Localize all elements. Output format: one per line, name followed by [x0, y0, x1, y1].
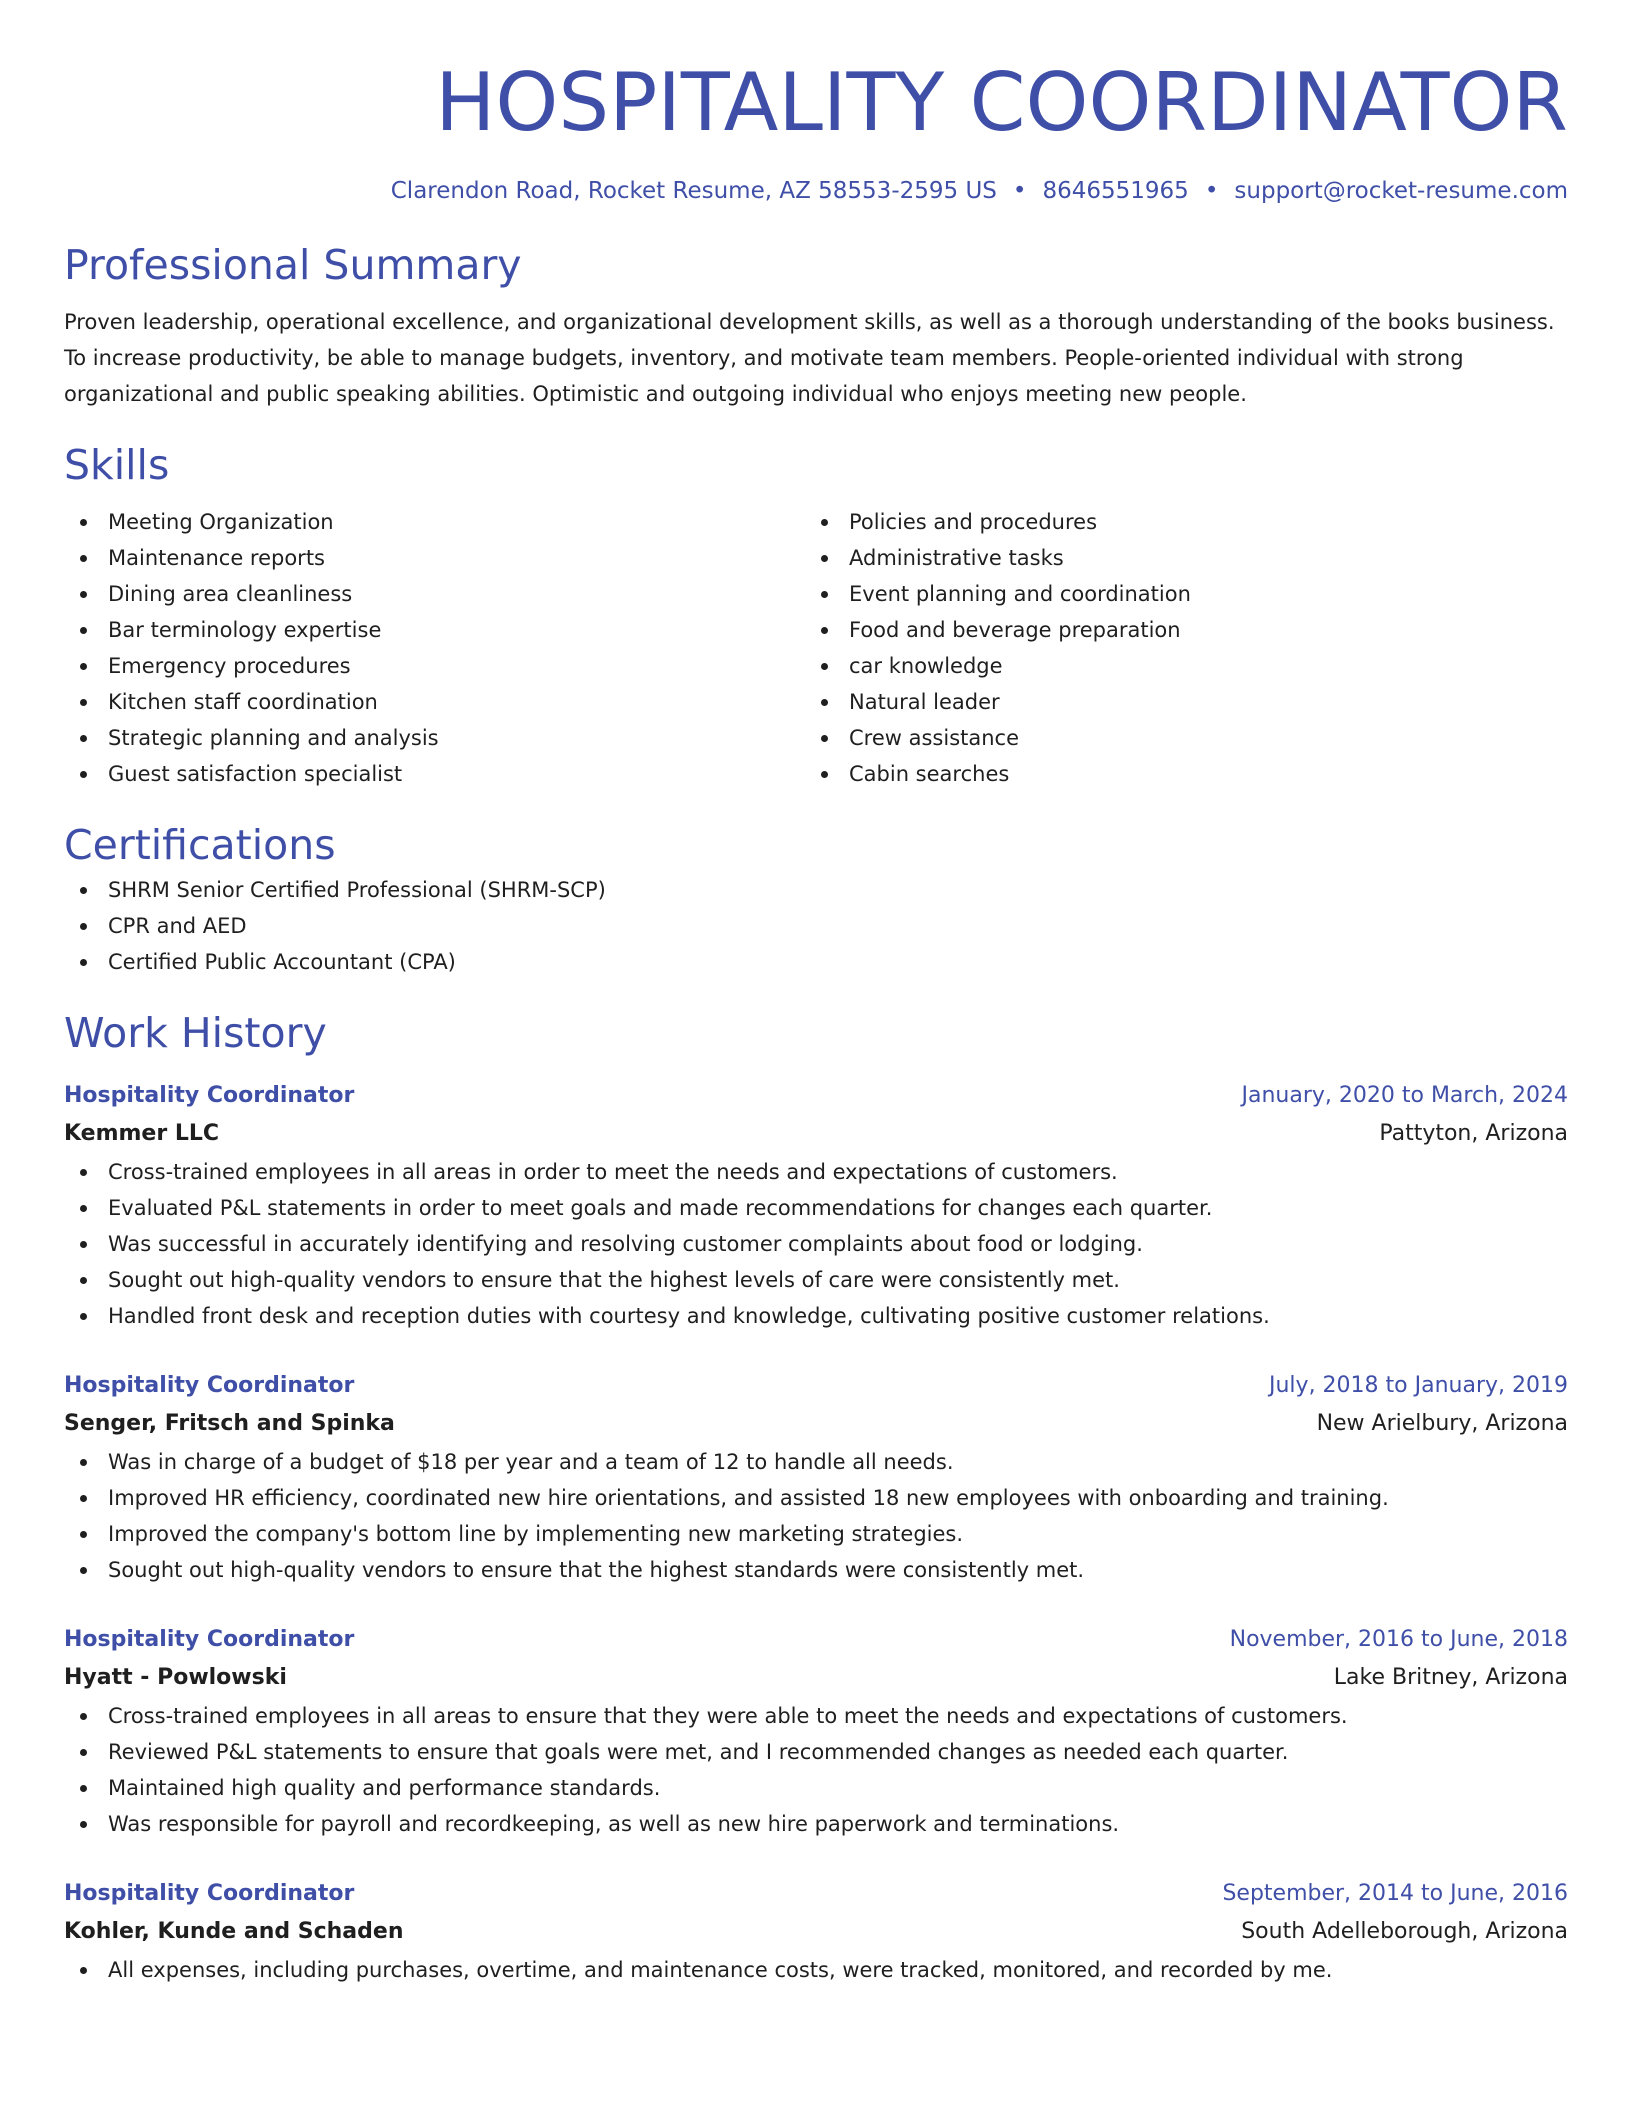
- job-duty-item-text: Improved HR efficiency, coordinated new hire orientations, and assisted 18 new employees with onboarding and training.: [108, 1486, 1389, 1510]
- job-duty-item: [64, 1698, 1568, 1734]
- job-duty-item: [64, 1190, 1568, 1226]
- certification-item: [64, 944, 1568, 980]
- bullet-dot-icon: [80, 771, 87, 778]
- skill-item-text: Administrative tasks: [849, 546, 1064, 570]
- job-dates: November, 2016 to June, 2018: [1229, 1627, 1568, 1652]
- job-duty-item-text: Cross-trained employees in all areas to ensure that they were able to meet the needs and expectations of customers.: [108, 1704, 1348, 1728]
- certification-item: [64, 908, 1568, 944]
- bullet-dot-icon: [821, 663, 828, 670]
- contact-separator: •: [1204, 178, 1219, 204]
- skill-item-text: Kitchen staff coordination: [108, 690, 378, 714]
- job-title: Hospitality Coordinator: [64, 1627, 355, 1652]
- job-entry: [64, 1078, 1568, 1334]
- bullet-dot-icon: [821, 771, 828, 778]
- job-dates: January, 2020 to March, 2024: [1241, 1083, 1568, 1108]
- skill-item-text: car knowledge: [849, 654, 1003, 678]
- bullet-dot-icon: [80, 591, 87, 598]
- job-duties-list: [64, 1952, 1568, 1988]
- skill-item: [64, 612, 805, 648]
- job-duty-item: [64, 1226, 1568, 1262]
- job-company: Kohler, Kunde and Schaden: [64, 1919, 404, 1944]
- job-location: Pattyton, Arizona: [1379, 1121, 1568, 1146]
- work-history-heading: Work History: [64, 1009, 327, 1057]
- bullet-dot-icon: [821, 627, 828, 634]
- summary-heading: Professional Summary: [64, 241, 522, 289]
- skill-item: [64, 756, 805, 792]
- bullet-dot-icon: [80, 1967, 87, 1974]
- job-company-row: [64, 1114, 1568, 1154]
- job-duty-item: [64, 1770, 1568, 1806]
- job-location: New Arielbury, Arizona: [1316, 1411, 1568, 1436]
- job-duty-item: [64, 1806, 1568, 1842]
- job-duty-item-text: Improved the company's bottom line by implementing new marketing strategies.: [108, 1522, 964, 1546]
- skill-item: [64, 648, 805, 684]
- contact-phone: 8646551965: [1042, 178, 1189, 204]
- job-duty-item: [64, 1154, 1568, 1190]
- job-duty-item: [64, 1952, 1568, 1988]
- bullet-dot-icon: [80, 1785, 87, 1792]
- job-duty-item: [64, 1480, 1568, 1516]
- skill-item-text: Food and beverage preparation: [849, 618, 1181, 642]
- job-duty-item-text: Reviewed P&L statements to ensure that goals were met, and I recommended changes as needed each quarter.: [108, 1740, 1289, 1764]
- certification-item: [64, 872, 1568, 908]
- bullet-dot-icon: [80, 735, 87, 742]
- bullet-dot-icon: [80, 1313, 87, 1320]
- skill-item-text: Maintenance reports: [108, 546, 325, 570]
- skill-item: [64, 540, 805, 576]
- job-duty-item: [64, 1734, 1568, 1770]
- skill-item: [64, 720, 805, 756]
- skill-item: [805, 684, 1546, 720]
- certifications-list: [64, 872, 1568, 980]
- skills-list-right: [805, 504, 1546, 792]
- skill-item: [64, 684, 805, 720]
- job-duty-item-text: Sought out high-quality vendors to ensure that the highest levels of care were consistently met.: [108, 1268, 1120, 1292]
- bullet-dot-icon: [821, 591, 828, 598]
- bullet-dot-icon: [80, 663, 87, 670]
- bullet-dot-icon: [80, 1205, 87, 1212]
- job-duty-item-text: Cross-trained employees in all areas in order to meet the needs and expectations of customers.: [108, 1160, 1118, 1184]
- skill-item-text: Strategic planning and analysis: [108, 726, 439, 750]
- bullet-dot-icon: [80, 1495, 87, 1502]
- bullet-dot-icon: [80, 1713, 87, 1720]
- job-duties-list: [64, 1444, 1568, 1588]
- contact-email[interactable]: support@rocket-resume.com: [1234, 178, 1568, 204]
- skill-item-text: Crew assistance: [849, 726, 1020, 750]
- skill-item-text: Guest satisfaction specialist: [108, 762, 403, 786]
- contact-line: [64, 174, 1568, 208]
- skill-item-text: Emergency procedures: [108, 654, 351, 678]
- bullet-dot-icon: [821, 699, 828, 706]
- job-title-row: [64, 1078, 1568, 1114]
- bullet-dot-icon: [80, 519, 87, 526]
- work-history-list: [64, 1078, 1568, 1988]
- bullet-dot-icon: [821, 519, 828, 526]
- resume-header: [64, 52, 1568, 208]
- certification-item-text: SHRM Senior Certified Professional (SHRM-SCP): [108, 878, 606, 902]
- skill-item-text: Dining area cleanliness: [108, 582, 353, 606]
- resume-name: HOSPITALITY COORDINATOR: [435, 56, 1568, 149]
- skill-item: [805, 504, 1546, 540]
- certification-item-text: CPR and AED: [108, 914, 247, 938]
- job-company-row: [64, 1404, 1568, 1444]
- bullet-dot-icon: [80, 959, 87, 966]
- job-duty-item: [64, 1298, 1568, 1334]
- job-dates: July, 2018 to January, 2019: [1269, 1373, 1568, 1398]
- job-title: Hospitality Coordinator: [64, 1083, 355, 1108]
- skill-item: [805, 720, 1546, 756]
- skill-item: [805, 612, 1546, 648]
- bullet-dot-icon: [80, 1169, 87, 1176]
- skill-item-text: Policies and procedures: [849, 510, 1098, 534]
- job-duty-item: [64, 1516, 1568, 1552]
- certifications-heading: Certifications: [64, 821, 336, 869]
- bullet-dot-icon: [80, 887, 87, 894]
- bullet-dot-icon: [821, 555, 828, 562]
- job-entry: [64, 1368, 1568, 1588]
- job-duties-list: [64, 1154, 1568, 1334]
- job-title-row: [64, 1622, 1568, 1658]
- bullet-dot-icon: [80, 1749, 87, 1756]
- skill-item: [805, 576, 1546, 612]
- job-entry: [64, 1622, 1568, 1842]
- job-location: South Adelleborough, Arizona: [1241, 1919, 1568, 1944]
- skill-item-text: Event planning and coordination: [849, 582, 1191, 606]
- bullet-dot-icon: [80, 1277, 87, 1284]
- job-title: Hospitality Coordinator: [64, 1373, 355, 1398]
- job-duties-list: [64, 1698, 1568, 1842]
- job-company: Kemmer LLC: [64, 1121, 220, 1146]
- job-duty-item: [64, 1262, 1568, 1298]
- bullet-dot-icon: [821, 735, 828, 742]
- job-title-row: [64, 1876, 1568, 1912]
- bullet-dot-icon: [80, 1821, 87, 1828]
- job-title-row: [64, 1368, 1568, 1404]
- skill-item: [64, 504, 805, 540]
- job-duty-item-text: All expenses, including purchases, overtime, and maintenance costs, were tracked, monitored, and recorded by me.: [108, 1958, 1333, 1982]
- skill-item-text: Meeting Organization: [108, 510, 334, 534]
- job-duty-item-text: Sought out high-quality vendors to ensure that the highest standards were consistently met.: [108, 1558, 1085, 1582]
- job-duty-item-text: Was successful in accurately identifying and resolving customer complaints about food or lodging.: [108, 1232, 1143, 1256]
- job-location: Lake Britney, Arizona: [1333, 1665, 1568, 1690]
- skill-item: [805, 540, 1546, 576]
- skill-item-text: Cabin searches: [849, 762, 1010, 786]
- job-title: Hospitality Coordinator: [64, 1881, 355, 1906]
- job-duty-item-text: Handled front desk and reception duties with courtesy and knowledge, cultivating positive customer relations.: [108, 1304, 1270, 1328]
- skill-item-text: Bar terminology expertise: [108, 618, 382, 642]
- job-company-row: [64, 1912, 1568, 1952]
- contact-separator: •: [1012, 178, 1027, 204]
- skill-item: [805, 756, 1546, 792]
- job-duty-item-text: Was in charge of a budget of $18 per year and a team of 12 to handle all needs.: [108, 1450, 954, 1474]
- job-duty-item-text: Maintained high quality and performance standards.: [108, 1776, 661, 1800]
- skills-grid: [64, 504, 1568, 792]
- bullet-dot-icon: [80, 1567, 87, 1574]
- job-duty-item-text: Was responsible for payroll and recordkeeping, as well as new hire paperwork and terminations.: [108, 1812, 1120, 1836]
- certification-item-text: Certified Public Accountant (CPA): [108, 950, 456, 974]
- skills-heading: Skills: [64, 441, 170, 489]
- job-company: Hyatt - Powlowski: [64, 1665, 287, 1690]
- contact-address: Clarendon Road, Rocket Resume, AZ 58553-2595 US: [390, 178, 997, 204]
- skills-list-left: [64, 504, 805, 792]
- job-duty-item: [64, 1444, 1568, 1480]
- bullet-dot-icon: [80, 923, 87, 930]
- job-duty-item: [64, 1552, 1568, 1588]
- summary-text: Proven leadership, operational excellence, and organizational development skills, as well as a thorough understanding of the books business. To increase productivity, be able to manage budgets, inventory, and motivate team members. People-oriented individual with strong organizational and public speaking abilities. Optimistic and outgoing individual who enjoys meeting new people.: [64, 310, 1555, 406]
- job-company: Senger, Fritsch and Spinka: [64, 1411, 395, 1436]
- bullet-dot-icon: [80, 1241, 87, 1248]
- skills-column-left: [64, 504, 805, 792]
- skill-item-text: Natural leader: [849, 690, 1000, 714]
- bullet-dot-icon: [80, 699, 87, 706]
- skill-item: [805, 648, 1546, 684]
- bullet-dot-icon: [80, 555, 87, 562]
- bullet-dot-icon: [80, 1459, 87, 1466]
- skills-column-right: [805, 504, 1546, 792]
- job-company-row: [64, 1658, 1568, 1698]
- skill-item: [64, 576, 805, 612]
- job-duty-item-text: Evaluated P&L statements in order to meet goals and made recommendations for changes each quarter.: [108, 1196, 1213, 1220]
- job-entry: [64, 1876, 1568, 1988]
- job-dates: September, 2014 to June, 2016: [1222, 1881, 1568, 1906]
- bullet-dot-icon: [80, 1531, 87, 1538]
- bullet-dot-icon: [80, 627, 87, 634]
